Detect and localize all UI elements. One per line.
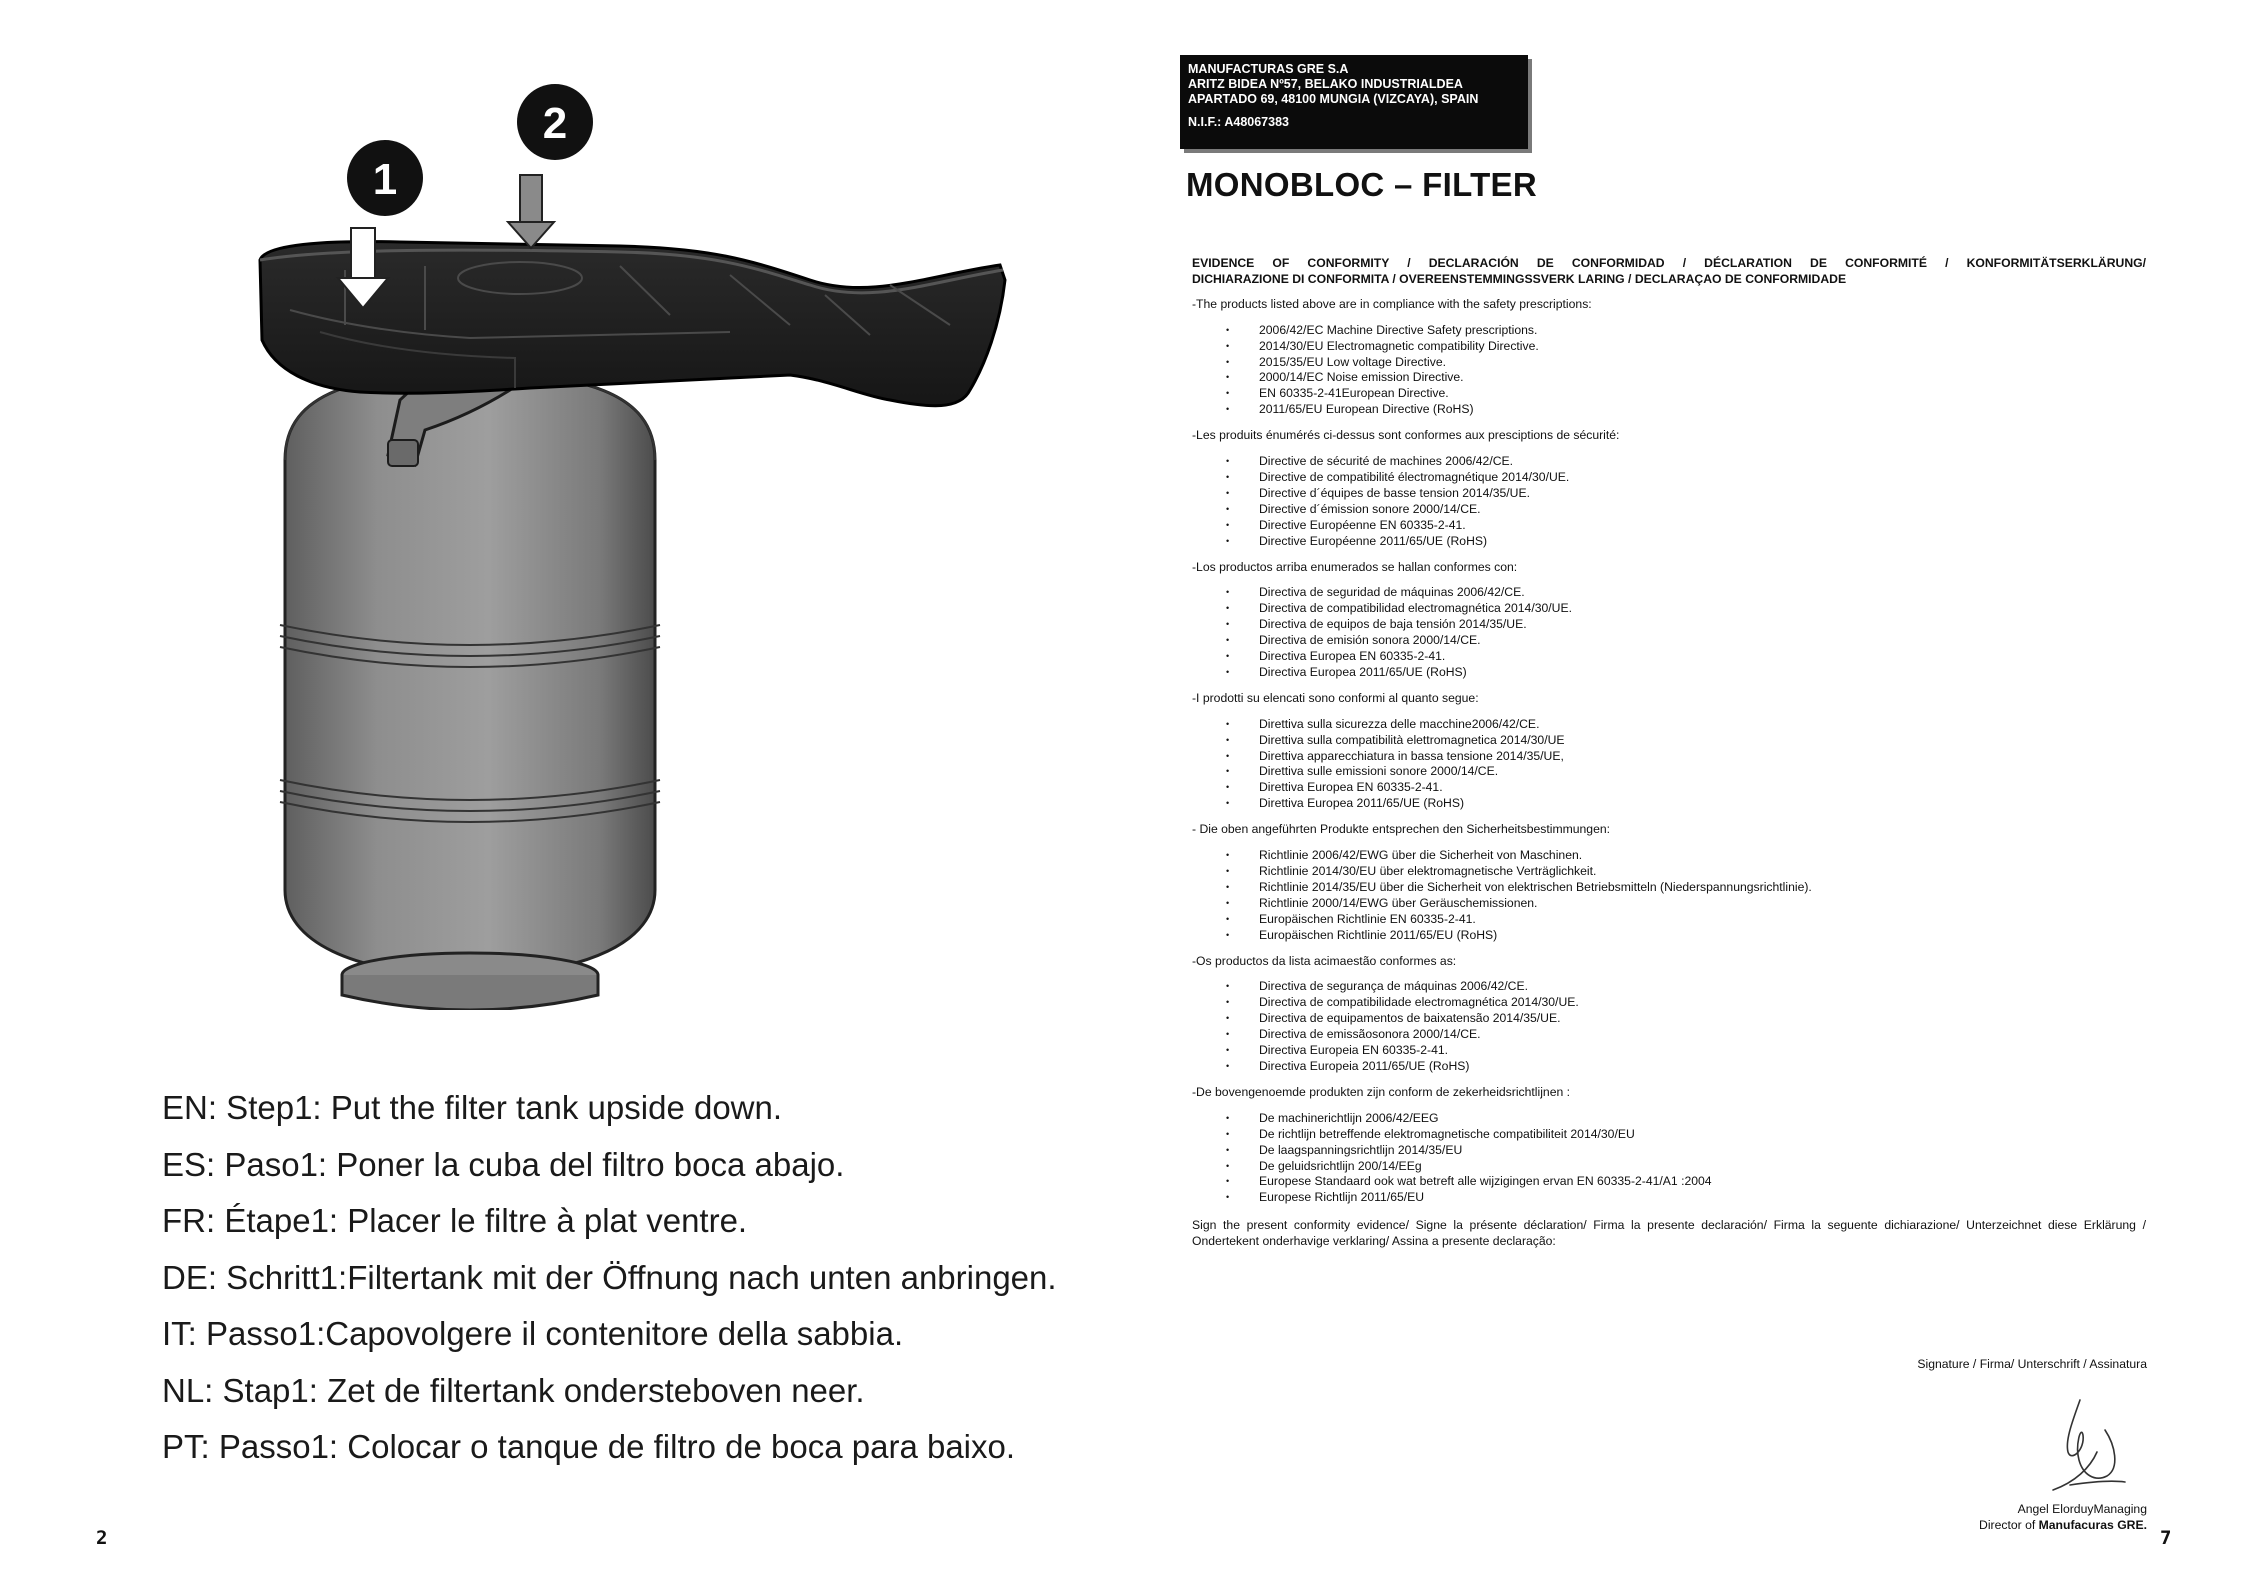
step-it: IT: Passo1:Capovolgere il contenitore della sabbia. [162, 1315, 904, 1352]
directive-item: • Direttiva sulle emissioni sonore 2000/14/CE. [1226, 764, 2146, 780]
directive-item: • Directiva de seguridad de máquinas 2006/42/CE. [1226, 585, 2146, 601]
directive-item: • Richtlinie 2014/35/EU über die Sicherheit von elektrischen Betriebsmitteln (Niederspannungsrichtlinie). [1226, 880, 2146, 896]
signatory-name: Angel ElorduyManaging [2017, 1502, 2147, 1516]
directive-list [1226, 848, 2146, 943]
directive-item: • Directiva de equipamentos de baixatensão 2014/35/UE. [1226, 1011, 2146, 1027]
document-title: MONOBLOC – FILTER [1186, 166, 1537, 203]
directive-item: • Directive de sécurité de machines 2006/42/CE. [1226, 454, 2146, 470]
signatory-title-prefix: Director of [1979, 1517, 2039, 1532]
directive-item: • Europese Richtlijn 2011/65/EU [1226, 1190, 2146, 1206]
directive-item: • EN 60335-2-41European Directive. [1226, 386, 2146, 402]
directive-item: • Direttiva apparecchiatura in bassa tensione 2014/35/UE, [1226, 749, 2146, 765]
step-instructions [162, 1080, 1102, 1476]
directive-item: • Europäischen Richtlinie EN 60335-2-41. [1226, 912, 2146, 928]
evidence-heading-1: EVIDENCE OF CONFORMITY / DECLARACIÓN DE CONFORMIDAD / DÉCLARATION DE CONFORMITÉ / KONFORMITÄTSERKLÄRUNG/ [1192, 256, 2146, 270]
filter-assembly-illustration [170, 70, 1100, 1010]
directive-item: • Direttiva sulla sicurezza delle macchine2006/42/CE. [1226, 717, 2146, 733]
directive-item: • Europese Standaard ook wat betreft alle wijzigingen ervan EN 60335-2-41/A1 :2004 [1226, 1174, 2146, 1190]
directive-item: • Directiva Europea EN 60335-2-41. [1226, 649, 2146, 665]
signatory-title [1850, 1518, 2147, 1534]
step-fr: FR: Étape1: Placer le filtre à plat ventre. [162, 1202, 748, 1239]
directive-list [1226, 979, 2146, 1074]
directive-item: • Directive Européenne 2011/65/UE (RoHS) [1226, 534, 2146, 550]
directive-item: • 2000/14/EC Noise emission Directive. [1226, 370, 2146, 386]
section-intro: -Os productos da lista acimaestão conformes as: [1192, 953, 1457, 968]
section-intro: -The products listed above are in compliance with the safety prescriptions: [1192, 296, 1592, 311]
directive-item: • Directiva Europeia 2011/65/UE (RoHS) [1226, 1059, 2146, 1075]
directive-item: • Europäischen Richtlinie 2011/65/EU (RoHS) [1226, 928, 2146, 944]
filter-tank [280, 335, 660, 1010]
page-number-right: 7 [2160, 1527, 2172, 1549]
step-pt: PT: Passo1: Colocar o tanque de filtro de boca para baixo. [162, 1428, 1016, 1465]
directive-item: • 2011/65/EU European Directive (RoHS) [1226, 402, 2146, 418]
directive-list [1226, 323, 2146, 418]
directive-item: • 2015/35/EU Low voltage Directive. [1226, 355, 2146, 371]
section-intro: -Los productos arriba enumerados se hallan conformes con: [1192, 559, 1518, 574]
directive-item: • De richtlijn betreffende elektromagnetische compatibiliteit 2014/30/EU [1226, 1127, 2146, 1143]
callout-2 [517, 84, 593, 160]
directive-item: • Directiva de segurança de máquinas 2006/42/CE. [1226, 979, 2146, 995]
manufacturer-address-2: APARTADO 69, 48100 MUNGIA (VIZCAYA), SPAIN [1188, 92, 1479, 106]
declaration-sections [1192, 297, 2146, 1206]
directive-item: • Richtlinie 2006/42/EWG über die Sicherheit von Maschinen. [1226, 848, 2146, 864]
callout-2-label: 2 [542, 99, 568, 148]
directive-list [1226, 717, 2146, 812]
directive-item: • Directiva Europeia EN 60335-2-41. [1226, 1043, 2146, 1059]
evidence-heading-2: DICHIARAZIONE DI CONFORMITA / OVEREENSTEMMINGSSVERK LARING / DECLARAÇAO DE CONFORMIDADE [1192, 271, 1847, 286]
directive-item: • Directiva de equipos de baja tensión 2014/35/UE. [1226, 617, 2146, 633]
manufacturer-address-1: ARITZ BIDEA Nº57, BELAKO INDUSTRIALDEA [1188, 77, 1463, 91]
callout-1 [347, 140, 423, 216]
directive-item: • De geluidsrichtlijn 200/14/EEg [1226, 1159, 2146, 1175]
manufacturer-name: MANUFACTURAS GRE S.A [1188, 62, 1349, 76]
directive-item: • Directive d´émission sonore 2000/14/CE. [1226, 502, 2146, 518]
manufacturer-box [1180, 55, 1528, 149]
manufacturer-nif: N.I.F.: A48067383 [1188, 115, 1289, 129]
sign-instruction: Sign the present conformity evidence/ Signe la présente déclaration/ Firma la presente declaración/ Firma la seguente dichiarazione/ Unterzeichnet diese Erklärung / Ondertekent onderhavige verklaring/ Assina a presente declaração: [1192, 1218, 2146, 1249]
directive-item: • Directiva de emisión sonora 2000/14/CE. [1226, 633, 2146, 649]
step-es: ES: Paso1: Poner la cuba del filtro boca abajo. [162, 1145, 845, 1183]
directive-item: • De laagspanningsrichtlijn 2014/35/EU [1226, 1143, 2146, 1159]
directive-item: • Richtlinie 2000/14/EWG über Geräuschemissionen. [1226, 896, 2146, 912]
step-en: EN: Step1: Put the filter tank upside down. [162, 1089, 783, 1126]
directive-item: • Directive Européenne EN 60335-2-41. [1226, 518, 2146, 534]
directive-item: • Directiva de emissãosonora 2000/14/CE. [1226, 1027, 2146, 1043]
section-intro: -De bovengenoemde produkten zijn conform de zekerheidsrichtlijnen : [1192, 1084, 1571, 1099]
directive-item: • 2014/30/EU Electromagnetic compatibility Directive. [1226, 339, 2146, 355]
step-nl: NL: Stap1: Zet de filtertank ondersteboven neer. [162, 1371, 865, 1409]
directive-list [1226, 1111, 2146, 1206]
arrow-2-icon [508, 175, 554, 248]
signatory [1850, 1502, 2147, 1533]
directive-item: • Directiva de compatibilidade electromagnética 2014/30/UE. [1226, 995, 2146, 1011]
directive-item: • Direttiva Europea EN 60335-2-41. [1226, 780, 2146, 796]
section-intro: -Les produits énumérés ci-dessus sont conformes aux presciptions de sécurité: [1192, 428, 1620, 443]
directive-item: • Direttiva sulla compatibilità elettromagnetica 2014/30/UE [1226, 733, 2146, 749]
directive-item: • Richtlinie 2014/30/EU über elektromagnetische Verträglichkeit. [1226, 864, 2146, 880]
directive-item: • 2006/42/EC Machine Directive Safety prescriptions. [1226, 323, 2146, 339]
page-number-left: 2 [96, 1527, 108, 1549]
directive-item: • Direttiva Europea 2011/65/UE (RoHS) [1226, 796, 2146, 812]
signature-label: Signature / Firma/ Unterschrift / Assinatura [1917, 1357, 2147, 1371]
declaration-body [1192, 256, 2146, 1250]
section-intro: -I prodotti su elencati sono conformi al quanto segue: [1192, 690, 1479, 705]
section-intro: - Die oben angeführten Produkte entsprechen den Sicherheitsbestimmungen: [1192, 822, 1611, 837]
directive-item: • Directiva de compatibilidad electromagnética 2014/30/UE. [1226, 601, 2146, 617]
directive-item: • Directive de compatibilité électromagnétique 2014/30/UE. [1226, 470, 2146, 486]
callout-1-label: 1 [372, 155, 398, 204]
signature-image [2035, 1390, 2145, 1500]
directive-item: • Directiva Europea 2011/65/UE (RoHS) [1226, 665, 2146, 681]
directive-list [1226, 454, 2146, 549]
directive-list [1226, 585, 2146, 680]
directive-item: • De machinerichtlijn 2006/42/EEG [1226, 1111, 2146, 1127]
signatory-company: Manufacuras GRE. [2038, 1517, 2147, 1532]
step-de: DE: Schritt1:Filtertank mit der Öffnung nach unten anbringen. [162, 1258, 1057, 1296]
directive-item: • Directive d´équipes de basse tension 2014/35/UE. [1226, 486, 2146, 502]
